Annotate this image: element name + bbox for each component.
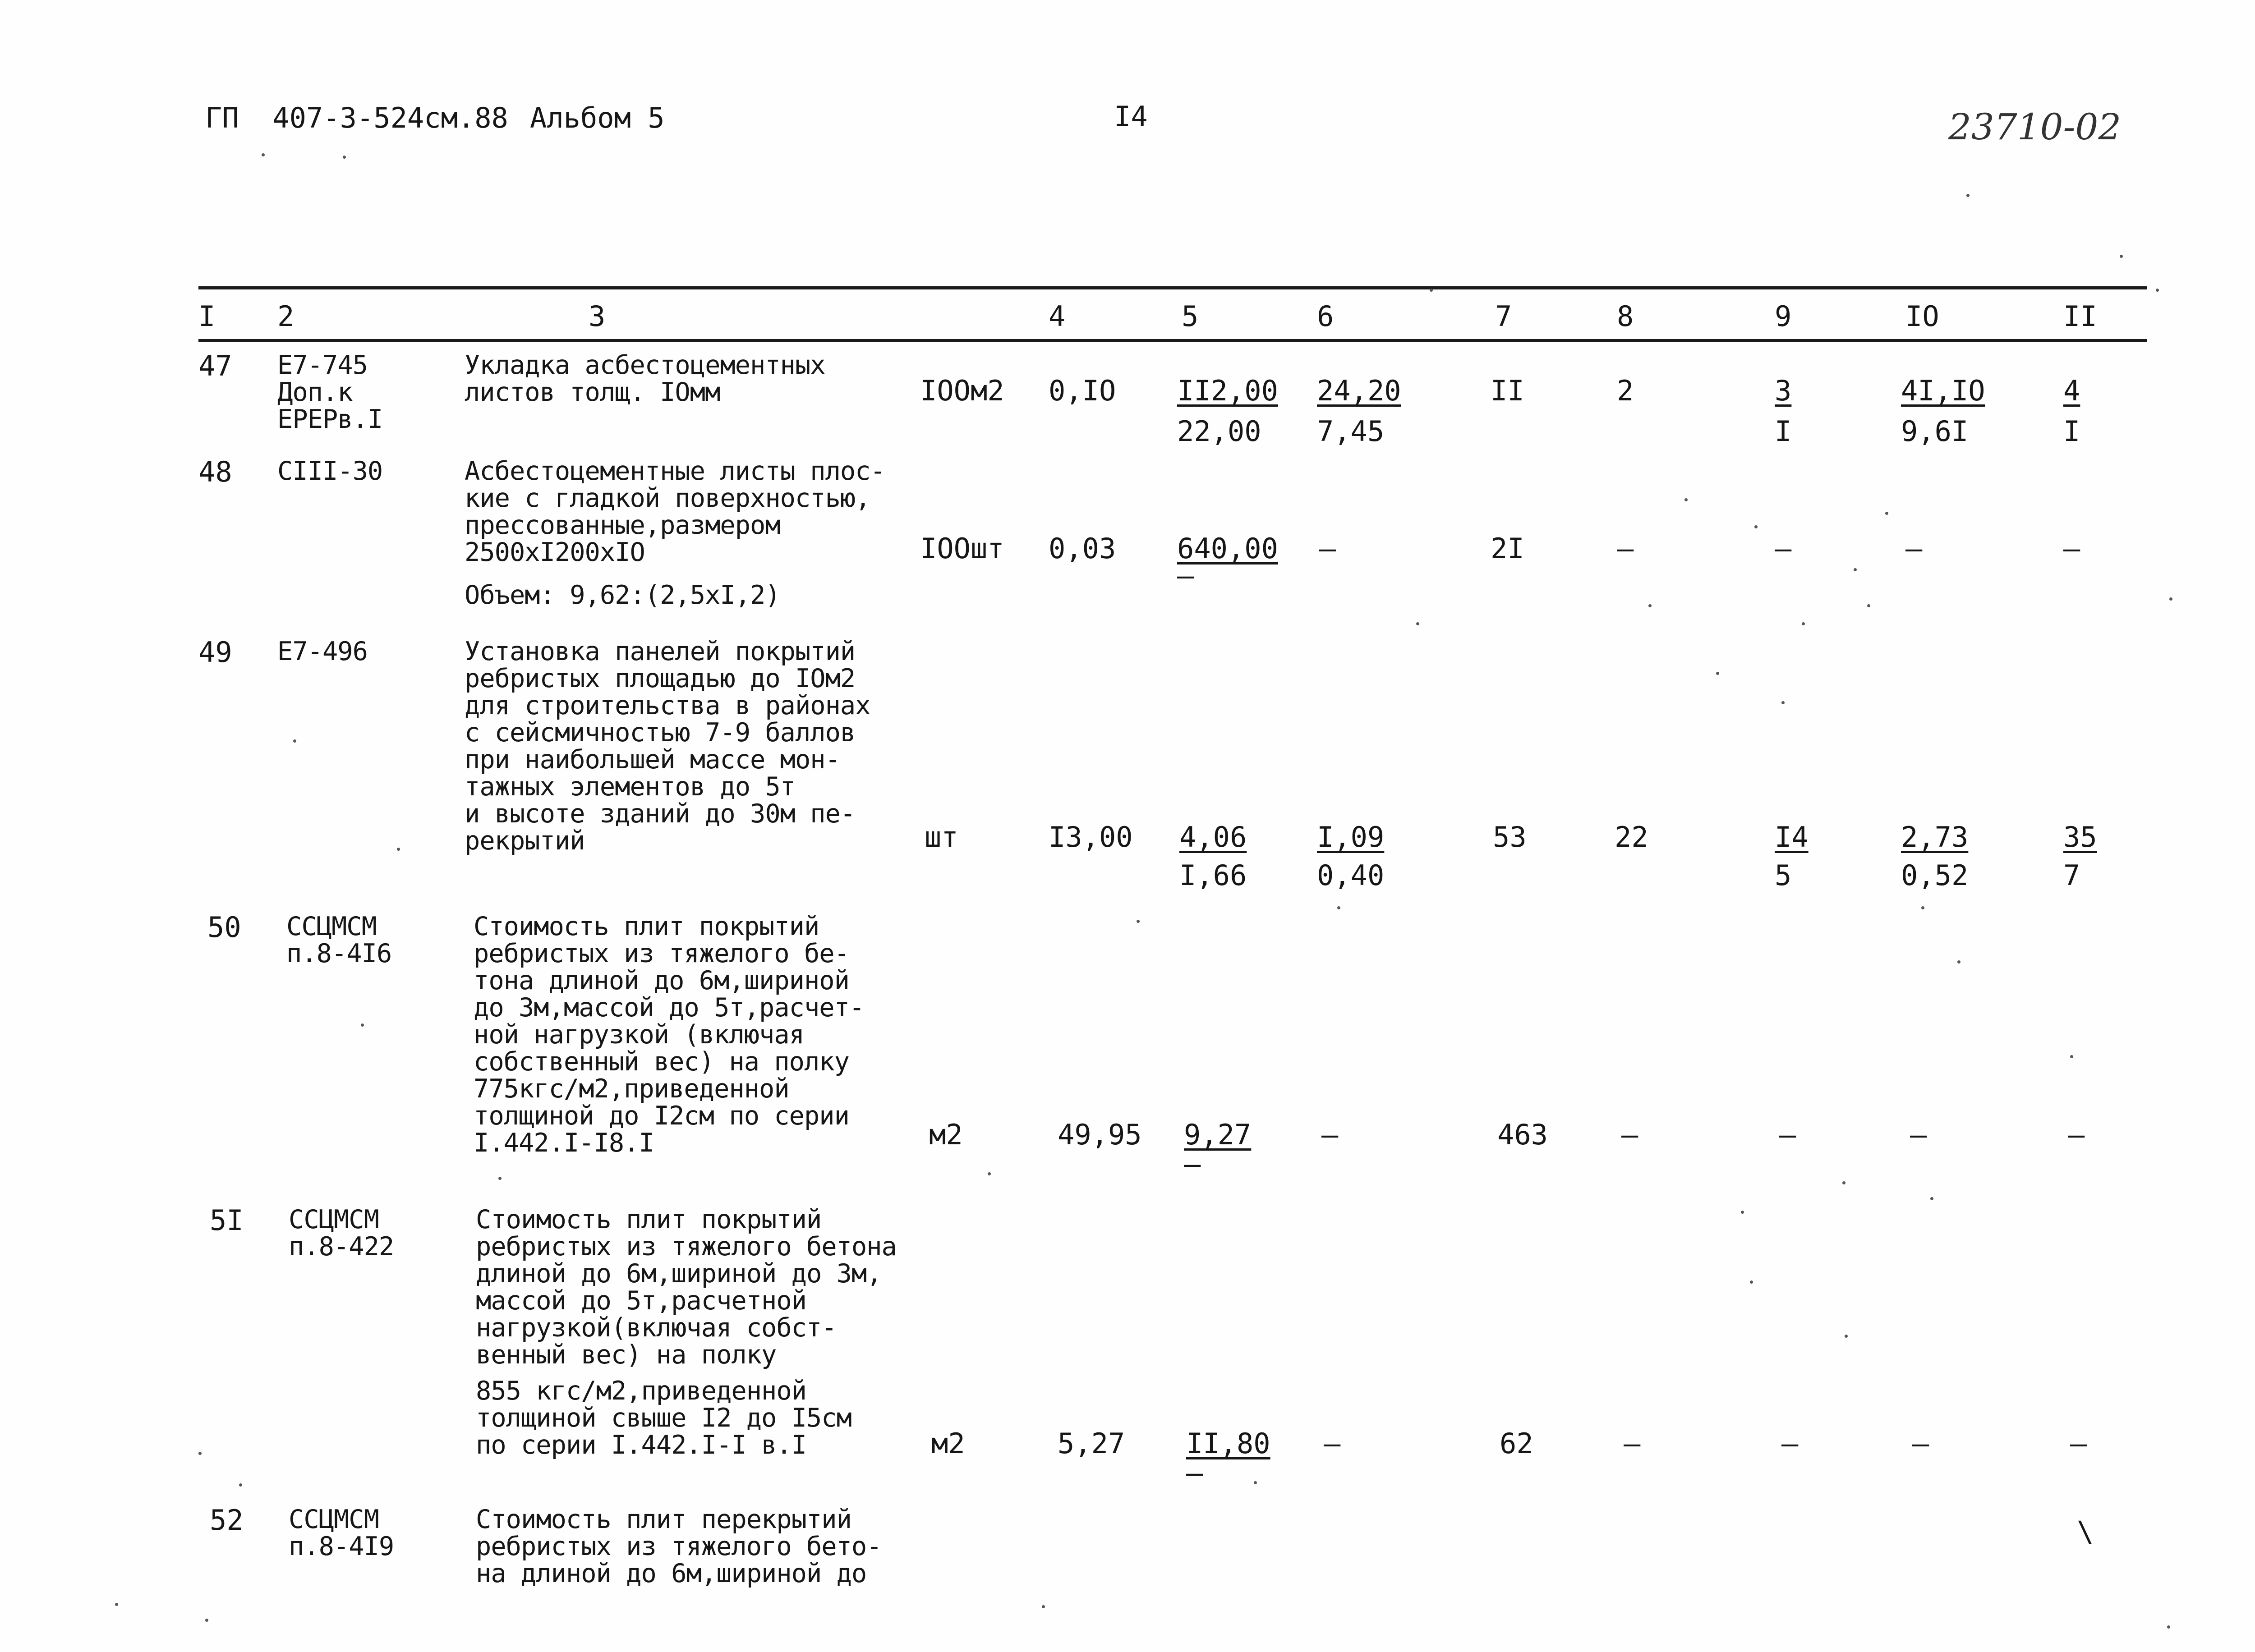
row-number: 5I (210, 1204, 244, 1237)
col5-sub-value: I,66 (1179, 859, 1247, 892)
column-header-4: 4 (1049, 300, 1066, 333)
column-header-11: II (2063, 300, 2097, 333)
col6-value: – (1321, 1118, 1339, 1151)
col11-value: 35 (2063, 821, 2097, 854)
col10-sub-value: 0,52 (1901, 859, 1969, 892)
col9-value: I4 (1775, 821, 1809, 854)
col7-value: 2I (1491, 532, 1524, 565)
unit: IOOм2 (920, 374, 1004, 407)
album-label: Альбом 5 (530, 101, 665, 134)
table-top-rule (198, 286, 2147, 289)
column-header-2: 2 (277, 300, 295, 333)
unit: шт (925, 821, 958, 854)
col5-sub-value: 22,00 (1177, 415, 1261, 448)
work-description: Укладка асбестоцементных листов толщ. IOмм (465, 350, 825, 407)
col6-value: – (1324, 1427, 1341, 1460)
document-code: ГП 407-3-524см.88 (205, 101, 508, 134)
column-header-3: 3 (589, 300, 606, 333)
col10-value: – (1910, 1118, 1927, 1151)
col8-value: 22 (1615, 821, 1648, 854)
col11-sub-value: I (2063, 415, 2080, 448)
col5-value: II2,00 (1177, 374, 1278, 407)
work-description: Установка панелей покрытий ребристых площадью до IOм2 для строительства в районах с сейсмичностью 7-9 баллов при наибольшей массе мон- тажных элементов до 5т и высоте зданий до 30м пе- рекрытий (465, 637, 870, 856)
column-header-7: 7 (1495, 300, 1512, 333)
column-header-10: IO (1905, 300, 1939, 333)
norm-code: ССЦМСМ п.8-422 (289, 1205, 394, 1262)
col5-sub-value: – (1177, 559, 1194, 592)
row-number: 50 (207, 911, 241, 944)
col10-value: 2,73 (1901, 821, 1969, 854)
col5-value: 4,06 (1179, 821, 1247, 854)
norm-code: ССЦМСМ п.8-4I9 (289, 1505, 394, 1561)
col9-value: 3 (1775, 374, 1792, 407)
column-header-5: 5 (1182, 300, 1199, 333)
col11-value: – (2068, 1118, 2085, 1151)
norm-code: ССЦМСМ п.8-4I6 (286, 912, 392, 968)
col8-value: – (1621, 1118, 1638, 1151)
col6-sub-value: 0,40 (1317, 859, 1385, 892)
col9-sub-value: 5 (1775, 859, 1792, 892)
col5-sub-value: – (1184, 1147, 1201, 1180)
unit: м2 (931, 1427, 965, 1460)
col8-value: 2 (1617, 374, 1634, 407)
quantity: 0,03 (1049, 532, 1116, 565)
col9-value: – (1779, 1118, 1796, 1151)
row-number: 47 (198, 349, 232, 382)
col7-value: II (1491, 374, 1524, 407)
col9-value: – (1781, 1427, 1799, 1460)
col6-sub-value: 7,45 (1317, 415, 1385, 448)
norm-code: Е7-745 Доп.к ЕРЕРв.I (277, 350, 383, 434)
quantity: I3,00 (1049, 821, 1133, 854)
col6-value: – (1319, 532, 1336, 565)
col7-value: 463 (1497, 1118, 1548, 1151)
quantity: 0,IO (1049, 374, 1116, 407)
col9-sub-value: I (1775, 415, 1792, 448)
col7-value: 53 (1493, 821, 1527, 854)
col11-value: 4 (2063, 374, 2080, 407)
work-description: Стоимость плит покрытий ребристых из тяжелого бе- тона длиной до 6м,шириной до 3м,массой до 5т,расчет- ной нагрузкой (включая собственный вес) на полку 775кгс/м2,приведенной толщиной до I2см по серии I.442.I-I8.I (474, 912, 865, 1158)
col8-value: – (1624, 1427, 1641, 1460)
col8-value: – (1617, 532, 1634, 565)
work-description: Стоимость плит перекрытий ребристых из тяжелого бето- на длиной до 6м,шириной до (476, 1505, 882, 1588)
column-header-8: 8 (1617, 300, 1634, 333)
col5-value: 9,27 (1184, 1118, 1252, 1151)
work-description: Стоимость плит покрытий ребристых из тяжелого бетона длиной до 6м,шириной до 3м, массой до 5т,расчетной нагрузкой(включая собст- венный вес) на полку (476, 1205, 897, 1370)
col11-value: – (2063, 532, 2080, 565)
work-description-continued: 855 кгс/м2,приведенной толщиной свыше I2 до I5см по серии I.442.I-I в.I (476, 1376, 851, 1460)
col11-mark: \ (2077, 1515, 2094, 1548)
col11-value: – (2070, 1427, 2087, 1460)
col11-sub-value: 7 (2063, 859, 2080, 892)
page-number: I4 (1114, 100, 1148, 133)
col5-value: 640,00 (1177, 532, 1278, 565)
col6-value: 24,20 (1317, 374, 1401, 407)
volume-note: Объем: 9,62:(2,5хI,2) (465, 580, 780, 610)
col5-value: II,80 (1186, 1427, 1270, 1460)
quantity: 5,27 (1058, 1427, 1125, 1460)
archive-stamp: 23710-02 (1948, 106, 2122, 148)
col10-value: – (1905, 532, 1923, 565)
col10-value: 4I,IO (1901, 374, 1985, 407)
col9-value: – (1775, 532, 1792, 565)
row-number: 52 (210, 1504, 244, 1537)
column-header-6: 6 (1317, 300, 1334, 333)
column-header-1: I (198, 300, 216, 333)
unit: м2 (929, 1118, 963, 1151)
work-description: Асбестоцементные листы плос- кие с гладкой поверхностью, прессованные,размером 2500хI200хIO (465, 456, 885, 567)
col10-value: – (1912, 1427, 1929, 1460)
norm-code: СIII-30 (277, 456, 383, 486)
quantity: 49,95 (1058, 1118, 1142, 1151)
col7-value: 62 (1500, 1427, 1533, 1460)
col5-sub-value: – (1186, 1456, 1203, 1489)
unit: IOOшт (920, 532, 1004, 565)
col10-sub-value: 9,6I (1901, 415, 1969, 448)
norm-code: Е7-496 (277, 637, 368, 666)
col6-value: I,09 (1317, 821, 1385, 854)
table-header-rule (198, 339, 2147, 342)
row-number: 49 (198, 636, 232, 669)
row-number: 48 (198, 455, 232, 488)
column-header-9: 9 (1775, 300, 1792, 333)
